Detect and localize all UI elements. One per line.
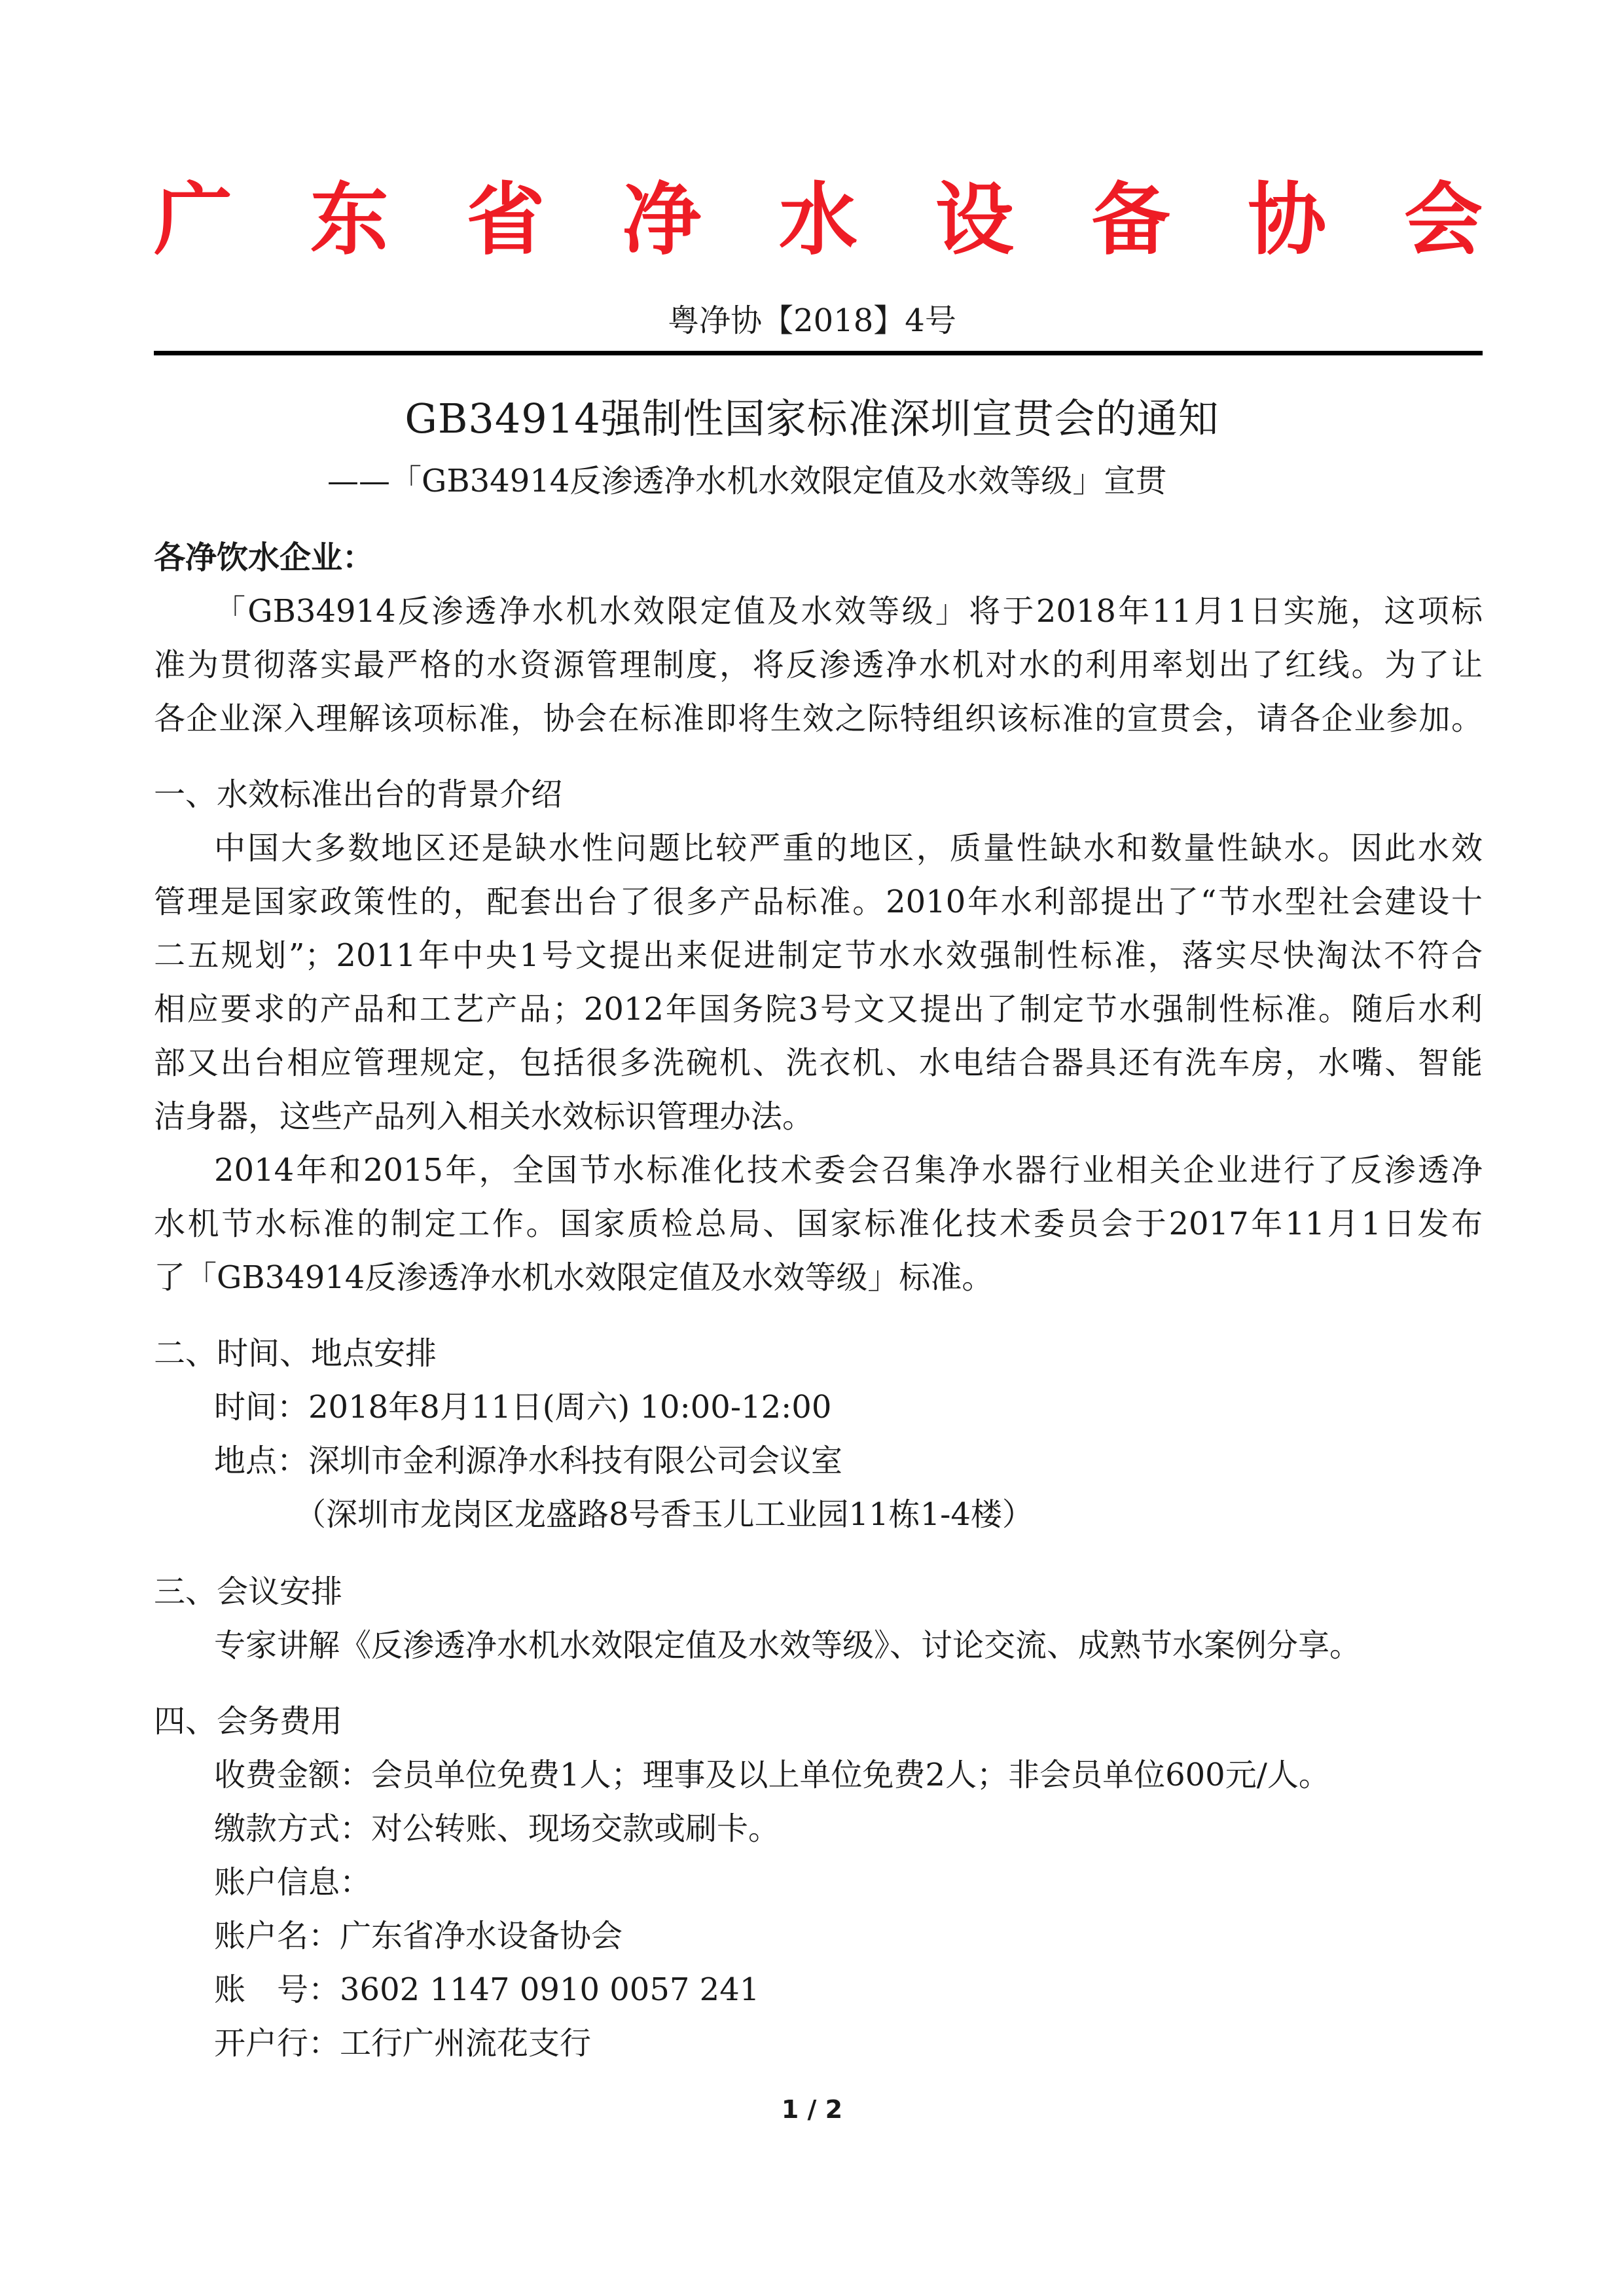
paragraph-line: 了「GB34914反渗透净水机水效限定值及水效等级」标准。 xyxy=(154,1259,994,1296)
fee-amount: 收费金额：会员单位免费1人；理事及以上单位免费2人；非会员单位600元/人。 xyxy=(214,1757,1330,1793)
account-number: 账 号：3602 1147 0910 0057 241 xyxy=(214,1971,760,2008)
org-char: 东 xyxy=(310,175,389,266)
org-char: 设 xyxy=(935,175,1014,266)
section-heading: 二、时间、地点安排 xyxy=(154,1335,437,1372)
intro-line: 准为贯彻落实最严格的水资源管理制度，将反渗透净水机对水的利用率划出了红线。为了让 xyxy=(154,647,1483,683)
org-char: 广 xyxy=(154,175,232,266)
meeting-time: 时间：2018年8月11日(周六) 10:00-12:00 xyxy=(214,1389,832,1426)
bank-name: 开户行：工行广州流花支行 xyxy=(214,2025,592,2062)
intro-line: 各企业深入理解该项标准，协会在标准即将生效之际特组织该标准的宣贯会，请各企业参加。 xyxy=(154,700,1483,737)
page-number: 1 / 2 xyxy=(781,2095,843,2124)
section-heading: 三、会议安排 xyxy=(154,1573,343,1610)
salutation: 各净饮水企业： xyxy=(154,539,374,576)
paragraph-line: 2014年和2015年，全国节水标准化技术委会召集净水器行业相关企业进行了反渗透净 xyxy=(214,1152,1483,1189)
paragraph-line: 相应要求的产品和工艺产品；2012年国务院3号文又提出了制定节水强制性标准。随后水利 xyxy=(154,991,1483,1028)
org-char: 备 xyxy=(1091,175,1170,266)
meeting-place: 地点：深圳市金利源净水科技有限公司会议室 xyxy=(214,1443,843,1479)
paragraph-line: 洁身器，这些产品列入相关水效标识管理办法。 xyxy=(154,1098,814,1135)
account-info-label: 账户信息： xyxy=(214,1864,372,1901)
meeting-address: （深圳市龙岗区龙盛路8号香玉儿工业园11栋1-4楼） xyxy=(295,1496,1034,1533)
organization-name xyxy=(154,171,1483,270)
org-char: 省 xyxy=(466,175,545,266)
meeting-agenda: 专家讲解《反渗透净水机水效限定值及水效等级》、讨论交流、成熟节水案例分享。 xyxy=(214,1627,1362,1664)
org-char: 会 xyxy=(1404,175,1483,266)
paragraph-line: 二五规划”；2011年中央1号文提出来促进制定节水水效强制性标准，落实尽快淘汰不符合 xyxy=(154,937,1483,974)
notice-subtitle: ——「GB34914反渗透净水机水效限定值及水效等级」宣贯 xyxy=(327,463,1167,499)
org-char: 水 xyxy=(779,175,857,266)
account-name: 账户名：广东省净水设备协会 xyxy=(214,1918,623,1954)
intro-line: 「GB34914反渗透净水机水效限定值及水效等级」将于2018年11月1日实施，这项标 xyxy=(214,593,1483,630)
payment-method: 缴款方式：对公转账、现场交款或刷卡。 xyxy=(214,1810,780,1847)
document-number: 粤净协【2018】4号 xyxy=(668,302,956,339)
notice-title: GB34914强制性国家标准深圳宣贯会的通知 xyxy=(405,395,1219,442)
org-char: 净 xyxy=(623,175,702,266)
section-heading: 一、水效标准出台的背景介绍 xyxy=(154,776,563,813)
section-heading: 四、会务费用 xyxy=(154,1703,343,1740)
paragraph-line: 水机节水标准的制定工作。国家质检总局、国家标准化技术委员会于2017年11月1日发布 xyxy=(154,1206,1483,1242)
paragraph-line: 管理是国家政策性的，配套出台了很多产品标准。2010年水利部提出了“节水型社会建设十 xyxy=(154,884,1483,920)
org-char: 协 xyxy=(1248,175,1327,266)
paragraph-line: 部又出台相应管理规定，包括很多洗碗机、洗衣机、水电结合器具还有洗车房，水嘴、智能 xyxy=(154,1045,1483,1081)
paragraph-line: 中国大多数地区还是缺水性问题比较严重的地区，质量性缺水和数量性缺水。因此水效 xyxy=(214,830,1483,867)
header-divider xyxy=(154,351,1483,355)
